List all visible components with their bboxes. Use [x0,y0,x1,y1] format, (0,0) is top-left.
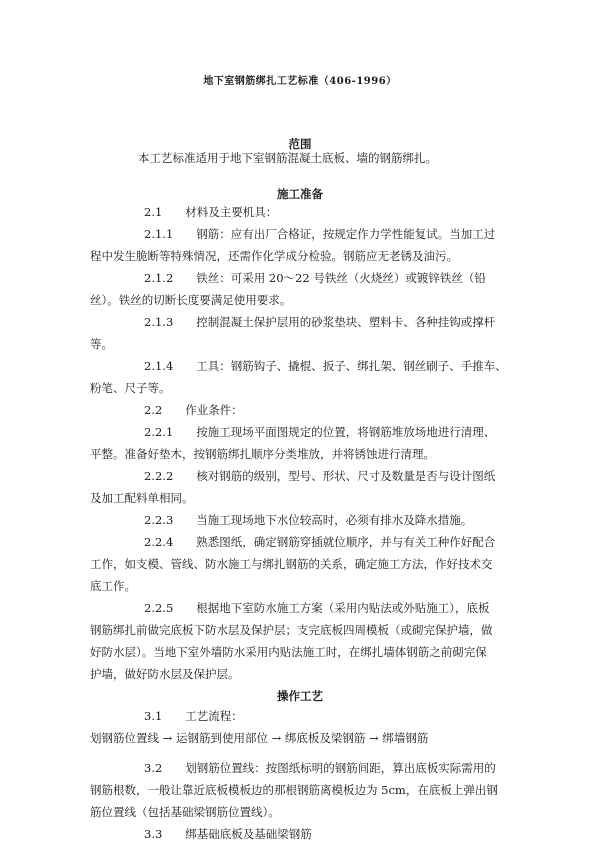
paragraph-line: 钢筋根数，一般让靠近底板模板边的那根钢筋离模板边为 5cm，在底板上弹出钢 [90,783,498,797]
paragraph-line: 程中发生脆断等特殊情况，还需作化学成分检验。钢筋应无老锈及油污。 [90,249,458,263]
scope-heading: 范围 [288,137,312,151]
paragraph-line: 等。 [90,337,113,351]
paragraph-line: 2.1.3 控制混凝土保护层用的砂浆垫块、塑料卡、各种挂钩或撑杆 [144,315,496,329]
clause-heading: 3.1 工艺流程： [144,709,243,723]
document-title: 地下室钢筋绑扎工艺标准（406-1996） [203,76,397,87]
paragraph-line: 及加工配料单相同。 [90,491,194,505]
paragraph-line: 2.2.2 核对钢筋的级别，型号、形状、尺寸及数量是否与设计图纸 [144,469,496,483]
paragraph-line: 2.2.1 按施工现场平面图规定的位置，将钢筋堆放场地进行清理、 [144,425,496,439]
paragraph-line: 2.2.3 当施工现场地下水位较高时，必须有排水及降水措施。 [144,513,473,527]
prep-heading: 施工准备 [277,187,323,201]
clause-heading: 2.1 材料及主要机具： [144,205,278,219]
paragraph-line: 护墙，做好防水层及保护层。 [90,667,240,681]
paragraph-line: 2.1.2 铁丝：可采用 20～22 号铁丝（火烧丝）或镀锌铁丝（铅 [144,271,486,285]
paragraph-line: 好防水层）。当地下室外墙防水采用内贴法施工时，在绑扎墙体钢筋之前砌完保 [90,645,487,659]
paragraph-line: 2.2.4 熟悉图纸，确定钢筋穿插就位顺序，并与有关工种作好配合 [144,535,496,549]
paragraph-line: 2.1.1 钢筋：应有出厂合格证，按规定作力学性能复试。当加工过 [144,227,496,241]
ops-heading: 操作工艺 [277,689,323,703]
process-flow-line: 划钢筋位置线 → 运钢筋到使用部位 → 绑底板及梁钢筋 → 绑墙钢筋 [90,731,429,745]
clause-heading: 2.2 作业条件： [144,403,243,417]
paragraph-line: 筋位置线（包括基础梁钢筋位置线）。 [90,805,280,819]
paragraph-line: 钢筋绑扎前做完底板下防水层及保护层；支完底板四周模板（或砌完保护墙，做 [90,623,493,637]
paragraph-line: 2.2.5 根据地下室防水施工方案（采用内贴法或外贴施工），底板 [144,601,490,615]
paragraph-line: 工作，如支模、管线、防水施工与绑扎钢筋的关系，确定施工方法，作好技术交 [90,557,493,571]
clause-heading: 3.3 绑基础底板及基础梁钢筋 [144,827,312,841]
paragraph-line: 平整。准备好垫木，按钢筋绑扎顺序分类堆放，并将锈蚀进行清理。 [90,447,435,461]
paragraph-line: 粉笔、尺子等。 [90,381,171,395]
paragraph-line: 丝）。铁丝的切断长度要满足使用要求。 [90,293,292,307]
paragraph-line: 2.1.4 工具：钢筋钩子、撬棍、扳子、绑扎架、钢丝刷子、手推车、 [144,359,507,373]
paragraph-line: 底工作。 [90,579,136,593]
paragraph-line: 3.2 划钢筋位置线：按图纸标明的钢筋间距，算出底板实际需用的 [144,761,496,775]
scope-text: 本工艺标准适用于地下室钢筋混凝土底板、墙的钢筋绑扎。 [138,151,437,165]
